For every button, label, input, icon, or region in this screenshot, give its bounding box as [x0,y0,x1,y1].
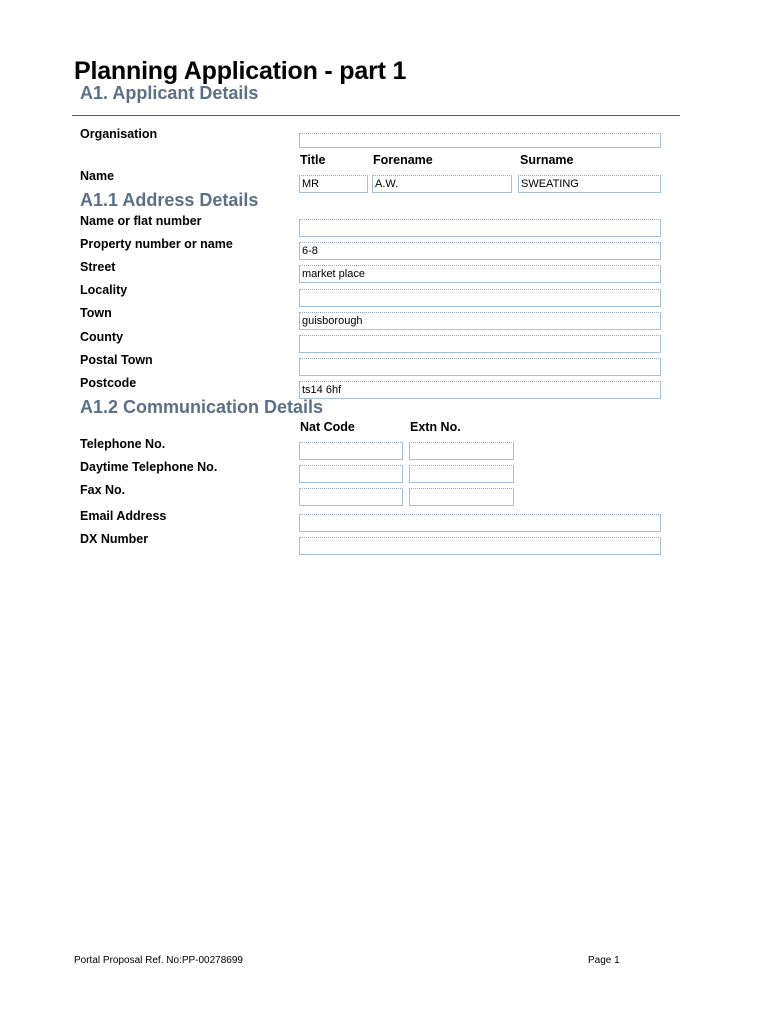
organisation-label: Organisation [80,127,158,141]
daytime-extn-field[interactable] [409,465,514,483]
surname-field[interactable]: SWEATING [518,175,661,193]
dx-number-field[interactable] [299,537,661,555]
title-column-header: Title [300,153,326,167]
name-label: Name [80,169,115,183]
locality-field[interactable] [299,289,661,307]
extn-column-header: Extn No. [410,420,461,434]
organisation-field[interactable] [299,133,661,148]
fax-label: Fax No. [80,483,126,497]
forename-column-header: Forename [373,153,433,167]
title-field[interactable]: MR [299,175,368,193]
email-label: Email Address [80,509,167,523]
postal-town-label: Postal Town [80,353,153,367]
page-number: Page 1 [588,955,620,966]
property-number-field[interactable]: 6-8 [299,242,661,260]
postcode-label: Postcode [80,376,137,390]
flat-number-label: Name or flat number [80,214,202,228]
fax-nat-code-field[interactable] [299,488,403,506]
locality-label: Locality [80,283,128,297]
property-number-label: Property number or name [80,237,233,251]
portal-reference: Portal Proposal Ref. No:PP-00278699 [74,955,243,966]
town-label: Town [80,306,112,320]
daytime-telephone-label: Daytime Telephone No. [80,460,218,474]
telephone-nat-code-field[interactable] [299,442,403,460]
section-heading-applicant-details: A1. Applicant Details [80,83,259,103]
surname-column-header: Surname [520,153,574,167]
section-heading-address-details: A1.1 Address Details [80,190,259,210]
county-field[interactable] [299,335,661,353]
telephone-label: Telephone No. [80,437,166,451]
daytime-nat-code-field[interactable] [299,465,403,483]
postcode-field[interactable]: ts14 6hf [299,381,661,399]
forename-field[interactable]: A.W. [372,175,512,193]
town-field[interactable]: guisborough [299,312,661,330]
fax-extn-field[interactable] [409,488,514,506]
divider [72,115,680,116]
street-label: Street [80,260,116,274]
county-label: County [80,330,124,344]
nat-code-column-header: Nat Code [300,420,355,434]
telephone-extn-field[interactable] [409,442,514,460]
email-field[interactable] [299,514,661,532]
street-field[interactable]: market place [299,265,661,283]
flat-number-field[interactable] [299,219,661,237]
dx-number-label: DX Number [80,532,149,546]
page-title: Planning Application - part 1 [74,57,407,85]
section-heading-communication-details: A1.2 Communication Details [80,397,324,417]
postal-town-field[interactable] [299,358,661,376]
